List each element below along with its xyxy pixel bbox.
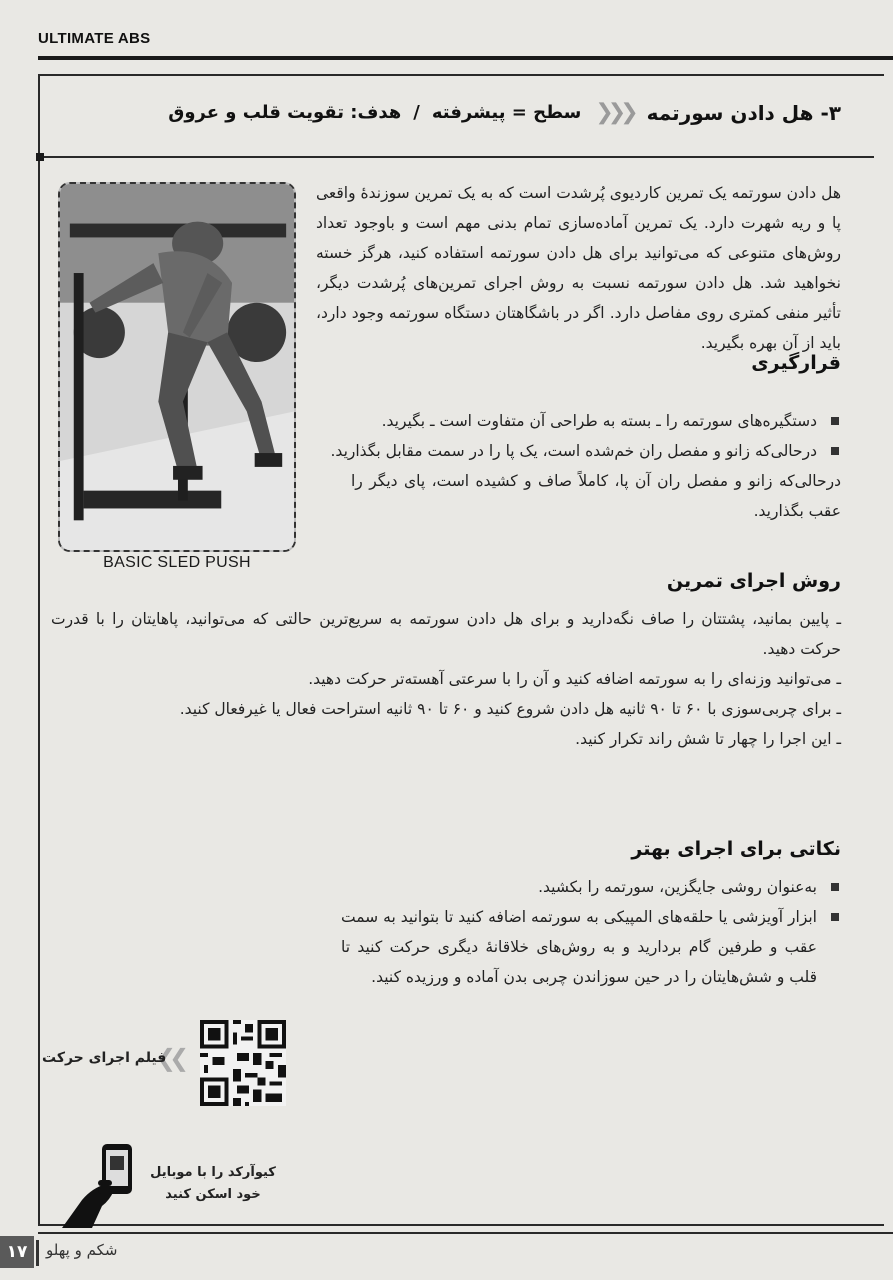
tip-bullet: ابزار آویزشی یا حلقه‌های المپیکی به سورتمه اضافه کنید تا بتوانید به سمت عقب و طرفین گام بردارید و به روش‌های خلاقانهٔ دیگری حرکت کنید تا قلب و شش‌هایتان را در حین سوزاندن چربی بدن آماده و ورزیده کنید. — [341, 902, 841, 992]
intro-paragraph: هل دادن سورتمه یک تمرین کاردیوی پُرشدت است که به یک تمرین سوزندهٔ واقعی پا و ریه شهرت دارد. یک تمرین آماده‌سازی تمام بدنی مهم است و باوجود تعداد روش‌های متنوعی که می‌توانید برای هل دادن سورتمه استفاده کنید، هرگز خسته نخواهید شد. هل دادن سورتمه نسبت به روش اجرای تمرین‌های پُرشدت دیگر، تأثیر منفی کمتری روی مفاصل دارد. اگر در باشگاهتان دستگاه سورتمه وجود دارد، باید از آن بهره بگیرید. — [316, 184, 841, 352]
film-label: فیلم اجرای حرکت — [42, 1050, 167, 1066]
exercise-title: ۳- هل دادن سورتمه — [646, 100, 841, 125]
method-heading: روش اجرای تمرین — [666, 570, 841, 592]
footer-section-title: شکم و پهلو — [46, 1241, 118, 1259]
exercise-level: سطح = پیشرفته — [431, 102, 582, 123]
positioning-section — [316, 406, 841, 526]
running-head: ULTIMATE ABS — [38, 30, 151, 47]
title-separator: / — [413, 102, 420, 123]
positioning-heading: قرارگیری — [751, 352, 841, 374]
method-list — [51, 604, 841, 754]
tip-bullet: به‌عنوان روشی جایگزین، سورتمه را بکشید. — [341, 872, 841, 902]
footer-divider — [36, 1240, 39, 1266]
footer-rule — [38, 1232, 893, 1234]
header-rule — [38, 56, 893, 60]
exercise-photo — [58, 182, 296, 552]
double-chevron-icon: ❮❮ — [156, 1044, 183, 1072]
double-chevron-icon: ❮❮❮ — [595, 100, 633, 125]
phone-scan-icon — [62, 1140, 142, 1228]
page-number: ۱۷ — [0, 1236, 34, 1268]
title-underline — [38, 156, 874, 158]
tips-heading: نکاتی برای اجرای بهتر — [631, 838, 841, 860]
positioning-bullet: دستگیره‌های سورتمه را ـ بسته به طراحی آن متفاوت است ـ بگیرید. — [316, 406, 841, 436]
positioning-bullet: درحالی‌که زانو و مفصل ران خم‌شده است، یک پا را در سمت مقابل بگذارید. — [316, 436, 841, 466]
tips-list — [341, 872, 841, 992]
qr-code[interactable] — [200, 1020, 286, 1106]
scan-instruction: کیوآرکد را با موبایل خود اسکن کنید — [150, 1165, 276, 1202]
photo-caption: BASIC SLED PUSH — [103, 554, 251, 571]
exercise-goal: هدف: تقویت قلب و عروق — [168, 102, 402, 123]
method-item: ـ برای چربی‌سوزی با ۶۰ تا ۹۰ ثانیه هل دادن شروع کنید و ۶۰ تا ۹۰ ثانیه استراحت فعال یا غیرفعال کنید. — [179, 700, 841, 718]
positioning-tail: درحالی‌که زانو و مفصل ران آن پا، کاملاً صاف و کشیده است، پای دیگر را عقب بگذارید. — [351, 472, 841, 520]
exercise-title-row — [61, 100, 841, 125]
method-item: ـ این اجرا را چهار تا شش راند تکرار کنید. — [575, 730, 841, 748]
method-item: ـ پایین بمانید، پشتتان را صاف نگه‌دارید و برای هل دادن سورتمه به سریع‌ترین حالتی که می‌توانید، پاهایتان را با قدرت حرکت دهید. — [51, 610, 841, 658]
method-item: ـ می‌توانید وزنه‌ای را به سورتمه اضافه کنید و آن را با سرعتی آهسته‌تر حرکت دهید. — [308, 670, 841, 688]
